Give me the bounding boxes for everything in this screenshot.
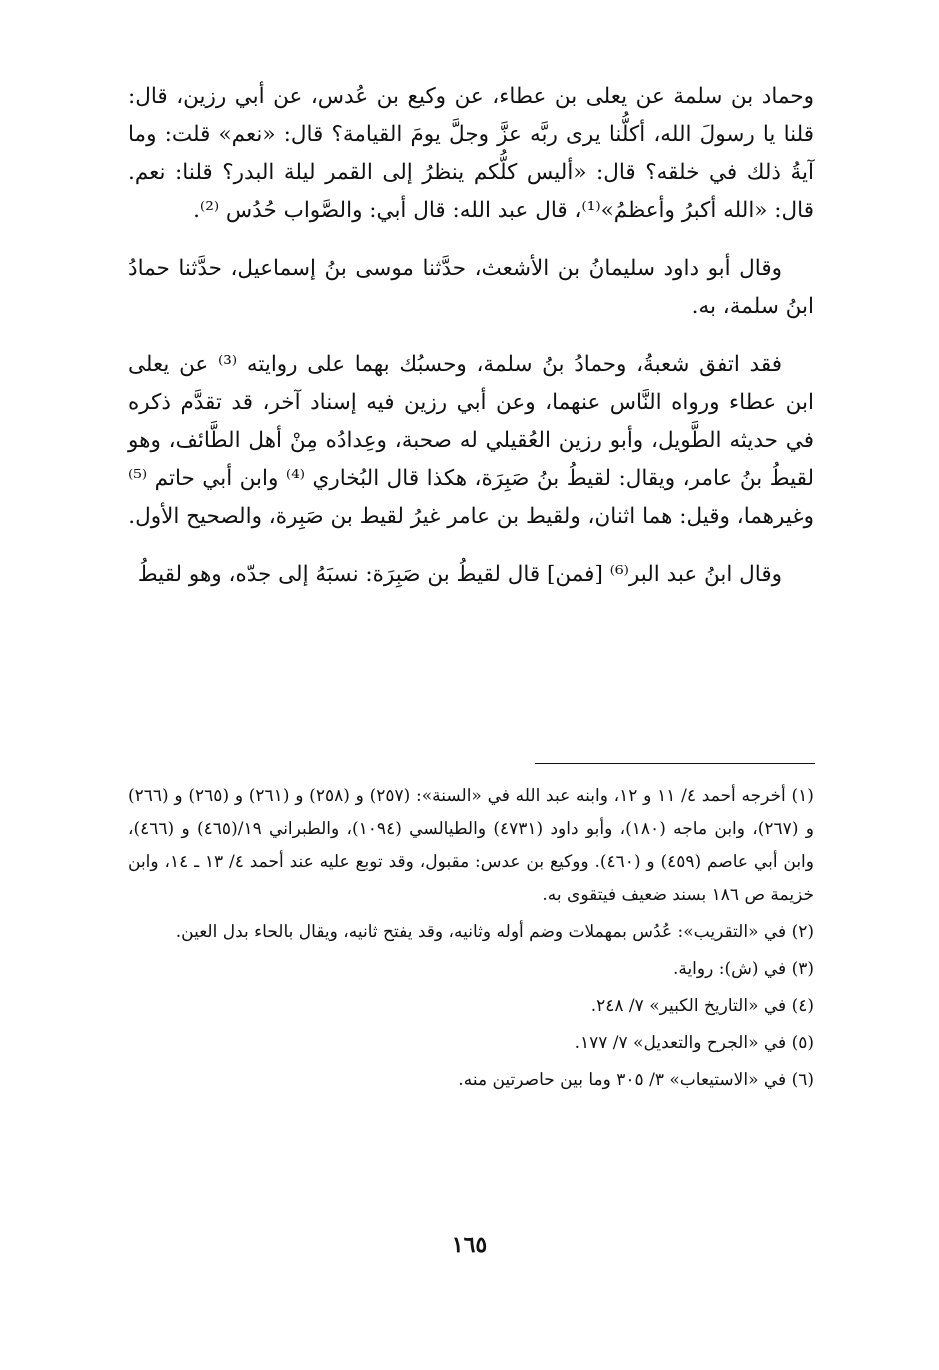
main-text [128, 78, 814, 614]
footnote-separator [535, 763, 815, 764]
footnote-2: (٢) في «التقريب»: عُدُس بمهملات وضم أوله وثانيه، وقد يفتح ثانيه، ويقال بالحاء بدل العين. [175, 922, 814, 942]
footnote-4: (٤) في «التاريخ الكبير» ٧/ ٢٤٨. [590, 996, 814, 1016]
footnote-1: (١) أخرجه أحمد ٤/ ١١ و ١٢، وابنه عبد الله في «السنة»: (٢٥٧) و (٢٥٨) و (٢٦١) و (٢٦٥) و (٢٦٦) و (٢٦٧)، وابن ماجه (١٨٠)، وأبو داود (٤٧٣١) والطيالسي (١٠٩٤)، والطبراني ١٩/(٤٦٥) و (٤٦٦)، وابن أبي عاصم (٤٥٩) و (٤٦٠). ووكيع بن عدس: مقبول، وقد توبع عليه عند أحمد ٤/ ١٣ ـ ١٤، وابن خزيمة ص ١٨٦ بسند ضعيف فيتقوى به. [128, 786, 814, 905]
paragraph-3: فقد اتفق شعبةُ، وحمادُ بنُ سلمة، وحسبُك بهما على روايته ⁽³⁾ عن يعلى ابن عطاء ورواه النَّاس عنهما، وعن أبي رزين فيه إسناد آخر، قد تقدَّم ذكره في حديثه الطَّويل، وأبو رزين العُقيلي له صحبة، وعِدادُه مِنْ أهل الطَّائف، وهو لقيطُ بنُ عامر، ويقال: لقيطُ بنُ صَبِرَة، هكذا قال البُخاري ⁽⁴⁾ وابن أبي حاتم ⁽⁵⁾ وغيرهما، وقيل: هما اثنان، ولقيط بن عامر غيرُ لقيط بن صَبِرة، والصحيح الأول. [128, 352, 814, 529]
footnotes [128, 780, 814, 1101]
paragraph-2: وقال أبو داود سليمانُ بن الأشعث، حدَّثنا موسى بنُ إسماعيل، حدَّثنا حمادُ ابنُ سلمة، به. [128, 256, 814, 319]
paragraph-4: وقال ابنُ عبد البر⁽⁶⁾ [فمن] قال لقيطُ بن صَبِرَة: نسبَهُ إلى جدّه، وهو لقيطُ [137, 562, 782, 587]
footnote-5: (٥) في «الجرح والتعديل» ٧/ ١٧٧. [574, 1033, 814, 1053]
page-number: ١٦٥ [451, 1232, 488, 1258]
paragraph-1: وحماد بن سلمة عن يعلى بن عطاء، عن وكيع بن عُدس، عن أبي رزين، قال: قلنا يا رسولَ الله، أكلُّنا يرى ربَّه عزَّ وجلَّ يومَ القيامة؟ قال: «نعم» قلت: وما آيةُ ذلك في خلقه؟ قال: «أليس كلُّكم ينظرُ إلى القمر ليلة البدر؟ قلنا: نعم. قال: «الله أكبرُ وأعظمُ»⁽¹⁾، قال عبد الله: قال أبي: والصَّواب حُدُس ⁽²⁾. [128, 84, 814, 223]
footnote-3: (٣) في (ش): رواية. [672, 959, 814, 979]
footnote-6: (٦) في «الاستيعاب» ٣/ ٣٠٥ وما بين حاصرتين منه. [458, 1070, 814, 1090]
